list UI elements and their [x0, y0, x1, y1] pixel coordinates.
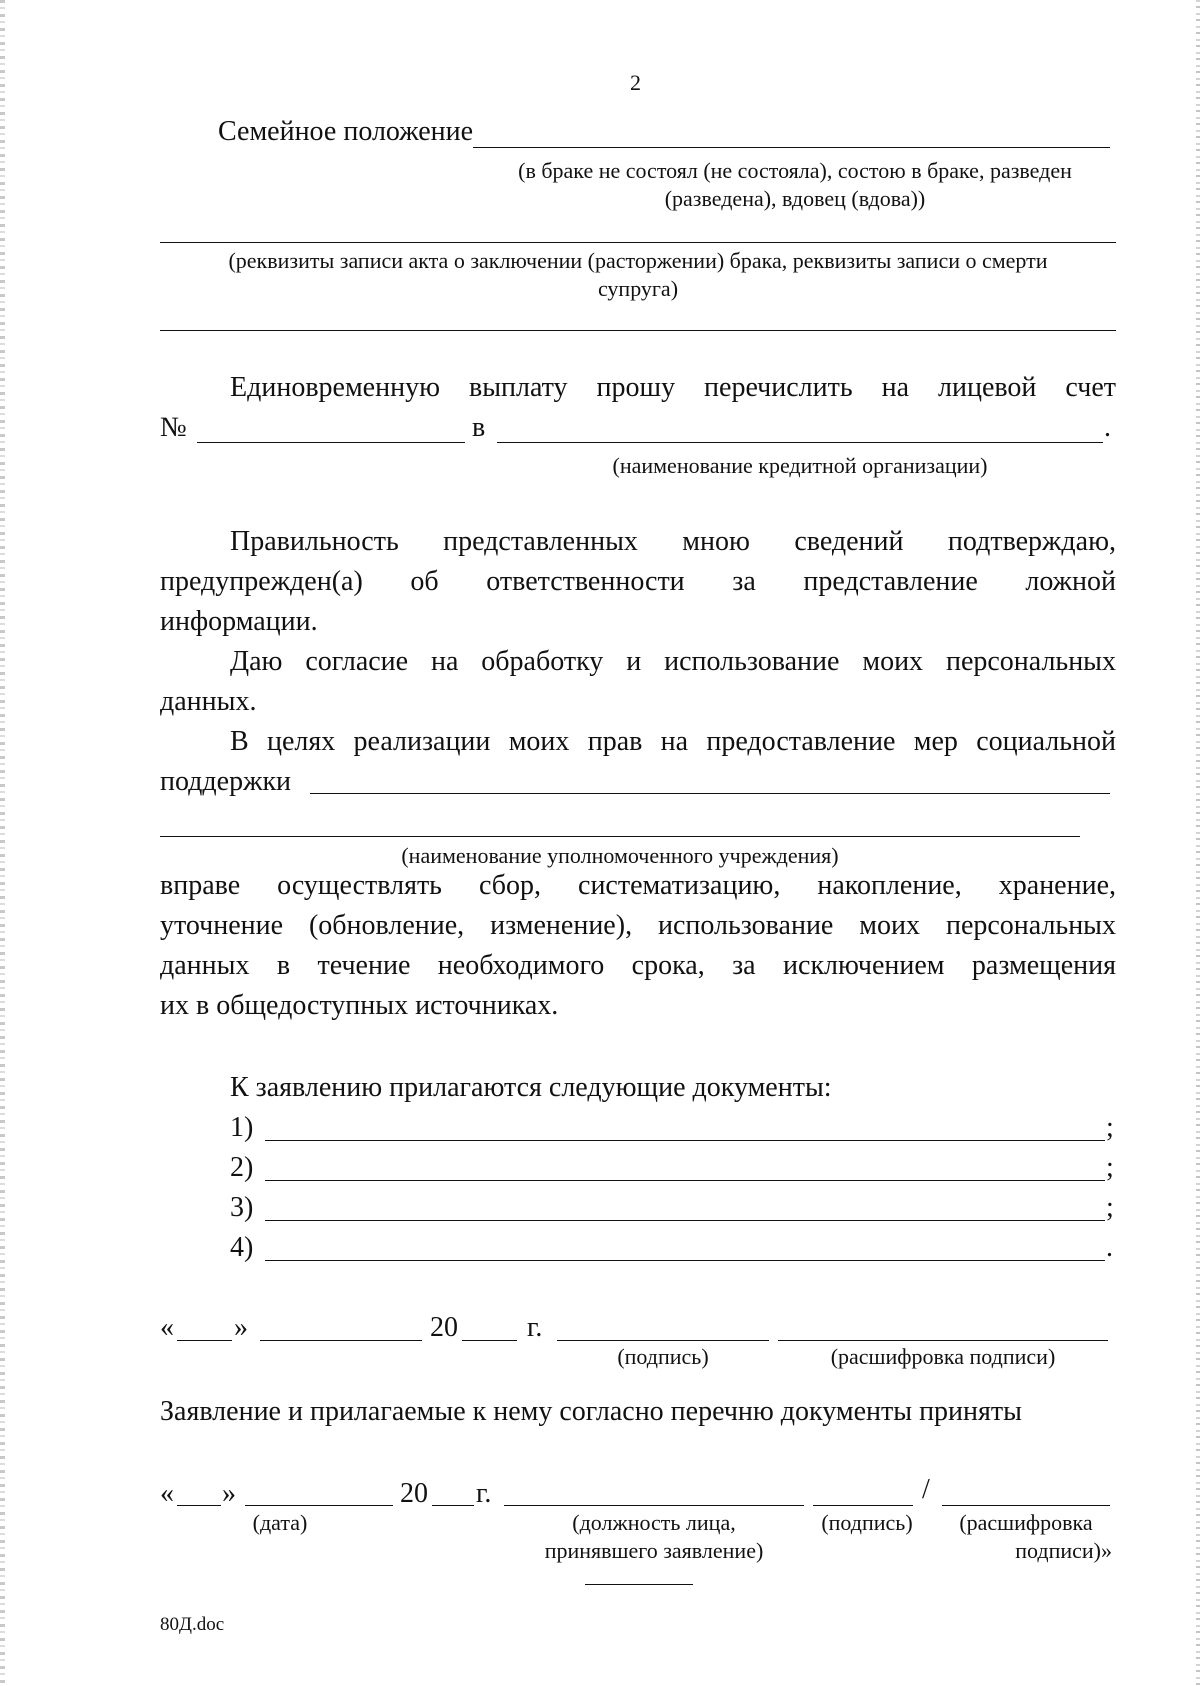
institution-name-caption: (наименование уполномоченного учреждения): [401, 843, 839, 868]
marriage-act-caption: [160, 247, 1116, 303]
attachment-number-1: 1): [230, 1112, 254, 1143]
confirm-line-2: предупрежден(а) об ответственности за представление ложной: [160, 566, 1116, 597]
accepted-year-prefix: 20: [400, 1478, 428, 1509]
marital-status-caption-line1: (в браке не состоял (не состояла), состою в браке, разведен: [518, 158, 1072, 183]
applicant-year-prefix: 20: [430, 1312, 458, 1343]
accepted-day-field[interactable]: [177, 1505, 221, 1506]
accepted-text: Заявление и прилагаемые к нему согласно перечню документы приняты: [160, 1396, 1022, 1427]
footer-filename: 80Д.doc: [160, 1614, 225, 1635]
scan-edge-right: [1196, 0, 1200, 1686]
accepted-quote-close: »: [222, 1478, 236, 1509]
attachment-field-2[interactable]: [265, 1180, 1105, 1181]
attachment-end-2: ;: [1106, 1152, 1114, 1183]
marriage-act-caption-line2: супруга): [597, 276, 679, 301]
accepted-position-field[interactable]: [504, 1505, 804, 1506]
scan-edge-left: [0, 0, 5, 1686]
attachment-end-4: .: [1106, 1232, 1113, 1263]
consent-line-8: их в общедоступных источниках.: [160, 990, 559, 1021]
applicant-quote-open: «: [160, 1312, 174, 1343]
accepted-year-field[interactable]: [432, 1505, 474, 1506]
accepted-year-suffix: г.: [476, 1478, 492, 1509]
applicant-decoding-field[interactable]: [778, 1340, 1108, 1341]
applicant-signature-field[interactable]: [557, 1340, 769, 1341]
applicant-month-field[interactable]: [260, 1340, 422, 1341]
accepted-decoding-caption-line1: (расшифровка: [959, 1510, 1093, 1535]
end-separator: [585, 1584, 693, 1585]
consent-line-4-prefix: поддержки: [160, 766, 292, 797]
applicant-day-field[interactable]: [177, 1340, 232, 1341]
accepted-date-caption: (дата): [252, 1510, 308, 1535]
accepted-slash: /: [922, 1474, 930, 1505]
accepted-decoding-caption-line2: подписи)»: [1015, 1538, 1112, 1563]
attachment-field-1[interactable]: [265, 1140, 1105, 1141]
accepted-quote-open: «: [160, 1478, 174, 1509]
account-number-field[interactable]: [197, 442, 465, 443]
payment-end-dot: .: [1104, 412, 1111, 443]
consent-line-7: данных в течение необходимого срока, за исключением размещения: [160, 950, 1116, 981]
marriage-act-field-2[interactable]: [160, 330, 1116, 331]
attachment-number-3: 3): [230, 1192, 254, 1223]
confirm-line-1: Правильность представленных мною сведений подтверждаю,: [230, 526, 1116, 557]
accepted-position-caption: [504, 1509, 804, 1565]
applicant-quote-close: »: [234, 1312, 248, 1343]
applicant-signature-caption: (подпись): [617, 1344, 709, 1369]
consent-line-5: вправе осуществлять сбор, систематизацию, накопление, хранение,: [160, 870, 1116, 901]
attachment-number-2: 2): [230, 1152, 254, 1183]
institution-name-field[interactable]: [310, 793, 1110, 794]
marital-status-field[interactable]: [473, 147, 1110, 148]
applicant-decoding-caption: (расшифровка подписи): [830, 1344, 1056, 1369]
consent-line-6: уточнение (обновление, изменение), использование моих персональных: [160, 910, 1116, 941]
attachments-heading: К заявлению прилагаются следующие документы:: [230, 1072, 832, 1103]
attachment-field-3[interactable]: [265, 1220, 1105, 1221]
applicant-year-field[interactable]: [462, 1340, 517, 1341]
accepted-month-field[interactable]: [245, 1505, 393, 1506]
attachment-end-3: ;: [1106, 1192, 1114, 1223]
marriage-act-caption-line1: (реквизиты записи акта о заключении (расторжении) брака, реквизиты записи о смерти: [228, 248, 1048, 273]
confirm-line-3: информации.: [160, 606, 318, 637]
applicant-year-suffix: г.: [527, 1312, 543, 1343]
marital-status-caption-line2: (разведена), вдовец (вдова)): [664, 186, 926, 211]
payment-in-word: в: [472, 412, 486, 443]
accepted-signature-caption: (подпись): [821, 1510, 913, 1535]
bank-name-caption: (наименование кредитной организации): [612, 453, 988, 478]
attachment-end-1: ;: [1106, 1112, 1114, 1143]
consent-line-2: данных.: [160, 686, 257, 717]
institution-name-field-2[interactable]: [160, 836, 1080, 837]
page-number: 2: [630, 70, 641, 95]
accepted-signature-field[interactable]: [813, 1505, 913, 1506]
accepted-position-caption-line1: (должность лица,: [572, 1510, 736, 1535]
consent-line-1: Даю согласие на обработку и использование моих персональных: [230, 646, 1116, 677]
payment-text: Единовременную выплату прошу перечислить на лицевой счет: [230, 372, 1116, 403]
marital-status-caption: [470, 157, 1120, 213]
consent-line-3: В целях реализации моих прав на предоставление мер социальной: [230, 726, 1116, 757]
bank-name-field[interactable]: [497, 442, 1103, 443]
accepted-decoding-field[interactable]: [942, 1505, 1110, 1506]
accepted-decoding-caption: [940, 1509, 1112, 1565]
attachment-field-4[interactable]: [265, 1260, 1105, 1261]
attachment-number-4: 4): [230, 1232, 254, 1263]
marriage-act-field[interactable]: [160, 242, 1116, 243]
accepted-position-caption-line2: принявшего заявление): [544, 1538, 764, 1563]
marital-status-label: Семейное положение: [218, 116, 474, 147]
account-number-sign: №: [160, 412, 187, 443]
